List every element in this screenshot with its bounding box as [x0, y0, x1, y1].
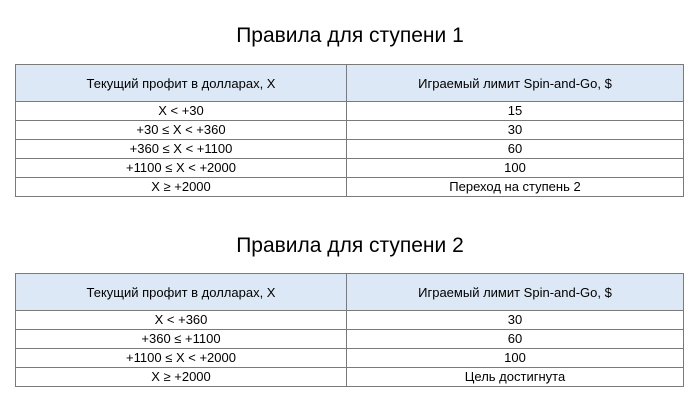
table-row [16, 349, 684, 368]
table-row [16, 178, 684, 197]
profit-range-cell: X < +30 [16, 102, 347, 121]
table-row [16, 330, 684, 349]
stage-1-title: Правила для ступени 1 [236, 24, 464, 47]
table-header-row [16, 65, 684, 102]
limit-cell: Переход на ступень 2 [347, 178, 684, 197]
stage-2-title: Правила для ступени 2 [236, 234, 464, 257]
table-header-row [16, 274, 684, 311]
profit-range-cell: +360 ≤ +1100 [16, 330, 347, 349]
limit-cell: 15 [347, 102, 684, 121]
table-row [16, 368, 684, 387]
header-played-limit: Играемый лимит Spin-and-Go, $ [347, 65, 684, 102]
limit-cell: 30 [347, 311, 684, 330]
limit-cell: 30 [347, 121, 684, 140]
profit-range-cell: +30 ≤ X < +360 [16, 121, 347, 140]
table-row [16, 121, 684, 140]
profit-range-cell: +1100 ≤ X < +2000 [16, 349, 347, 368]
stage-2-rules-table [15, 273, 684, 387]
table-row [16, 140, 684, 159]
limit-cell: 100 [347, 159, 684, 178]
table-row [16, 159, 684, 178]
limit-cell: 100 [347, 349, 684, 368]
header-played-limit: Играемый лимит Spin-and-Go, $ [347, 274, 684, 311]
table-row [16, 311, 684, 330]
limit-cell: 60 [347, 140, 684, 159]
table-row [16, 102, 684, 121]
profit-range-cell: +1100 ≤ X < +2000 [16, 159, 347, 178]
header-current-profit: Текущий профит в долларах, X [16, 65, 347, 102]
profit-range-cell: X ≥ +2000 [16, 368, 347, 387]
profit-range-cell: X ≥ +2000 [16, 178, 347, 197]
header-current-profit: Текущий профит в долларах, X [16, 274, 347, 311]
profit-range-cell: X < +360 [16, 311, 347, 330]
limit-cell: Цель достигнута [347, 368, 684, 387]
stage-1-rules-table [15, 64, 684, 197]
profit-range-cell: +360 ≤ X < +1100 [16, 140, 347, 159]
limit-cell: 60 [347, 330, 684, 349]
